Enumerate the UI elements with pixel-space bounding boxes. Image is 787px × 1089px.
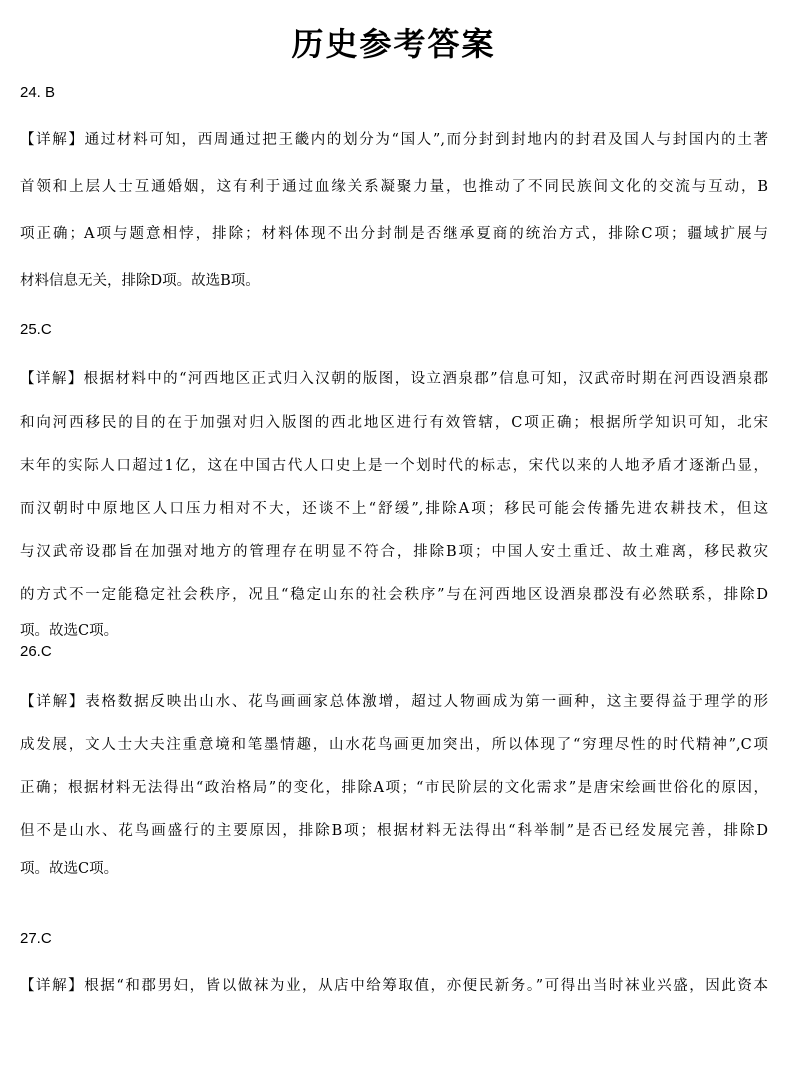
question-26-line-1: 【详解】表格数据反映出山水、花鸟画画家总体激增，超过人物画成为第一画种，这主要得益于理学的形 bbox=[20, 694, 768, 710]
question-25-line-1: 【详解】根据材料中的“河西地区正式归入汉朝的版图，设立酒泉郡”信息可知，汉武帝时期在河西设酒泉郡 bbox=[20, 371, 768, 387]
question-26-line-4: 但不是山水、花鸟画盛行的主要原因，排除B项；根据材料无法得出“科举制”是否已经发展完善，排除D bbox=[20, 823, 768, 839]
question-26-number: 26.C bbox=[20, 643, 52, 660]
question-24-line-3: 项正确；A项与题意相悖，排除；材料体现不出分封制是否继承夏商的统治方式，排除C项；疆域扩展与 bbox=[20, 226, 768, 242]
question-24-line-1: 【详解】通过材料可知，西周通过把王畿内的划分为“国人”,而分封到封地内的封君及国人与封国内的土著 bbox=[20, 132, 768, 148]
question-25-line-3: 末年的实际人口超过1亿，这在中国古代人口史上是一个划时代的标志，宋代以来的人地矛盾才逐渐凸显， bbox=[20, 458, 768, 474]
question-25-line-2: 和向河西移民的目的在于加强对归入版图的西北地区进行有效管辖，C项正确；根据所学知识可知，北宋 bbox=[20, 415, 768, 431]
question-25-line-7: 项。故选C项。 bbox=[20, 623, 119, 639]
question-27-line-1: 【详解】根据“和郡男妇，皆以做袜为业，从店中给筹取值，亦便民新务。”可得出当时袜业兴盛，因此资本 bbox=[20, 978, 768, 994]
question-24-line-4: 材料信息无关，排除D项。故选B项。 bbox=[20, 273, 260, 289]
question-27-number: 27.C bbox=[20, 930, 52, 947]
question-24-number: 24. B bbox=[20, 84, 56, 101]
question-25-line-6: 的方式不一定能稳定社会秩序，况且“稳定山东的社会秩序”与在河西地区设酒泉郡没有必然联系，排除D bbox=[20, 587, 768, 603]
question-24-line-2: 首领和上层人士互通婚姻，这有利于通过血缘关系凝聚力量，也推动了不同民族间文化的交流与互动，B bbox=[20, 179, 768, 195]
page-title: 历史参考答案 bbox=[291, 25, 496, 63]
question-25-number: 25.C bbox=[20, 321, 52, 338]
question-25-line-5: 与汉武帝设郡旨在加强对地方的管理存在明显不符合，排除B项；中国人安土重迁、故土难离，移民救灾 bbox=[20, 544, 768, 560]
question-26-line-2: 成发展，文人士大夫注重意境和笔墨情趣，山水花鸟画更加突出，所以体现了“穷理尽性的时代精神”,C项 bbox=[20, 737, 768, 753]
question-25-line-4: 而汉朝时中原地区人口压力相对不大，还谈不上“舒缓”,排除A项；移民可能会传播先进农耕技术，但这 bbox=[20, 501, 768, 517]
question-26-line-5: 项。故选C项。 bbox=[20, 861, 119, 877]
question-26-line-3: 正确；根据材料无法得出“政治格局”的变化，排除A项；“市民阶层的文化需求”是唐宋绘画世俗化的原因， bbox=[20, 780, 768, 796]
